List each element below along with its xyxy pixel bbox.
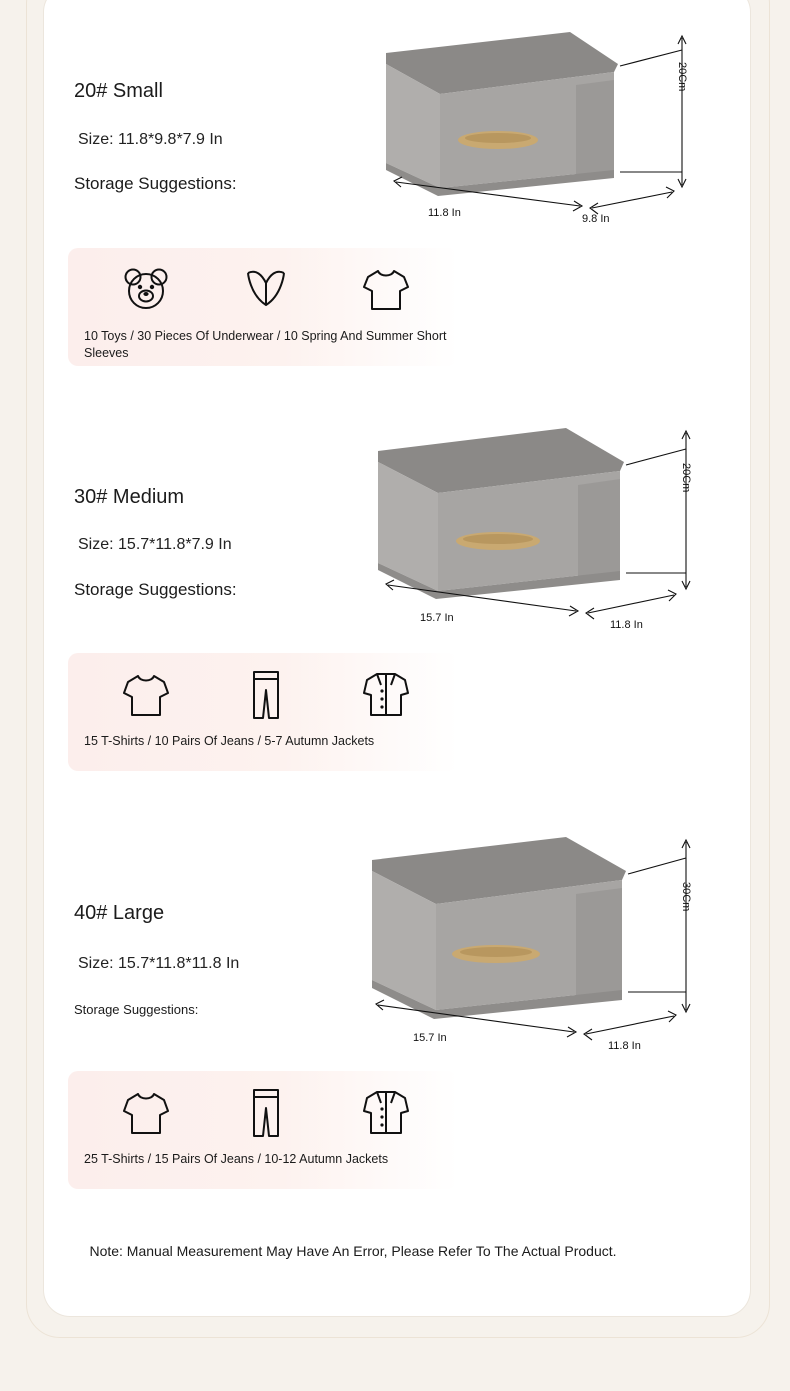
dim-height-large: 30Cm [680, 882, 692, 912]
dim-width-small: 11.8 In [428, 207, 461, 219]
dim-width-medium: 15.7 In [420, 612, 454, 624]
box-svg-medium [370, 415, 700, 645]
tshirt-icon [86, 1081, 206, 1145]
product-title-medium: 30# Medium [74, 486, 185, 508]
dim-height-small: 20Cm [676, 62, 688, 92]
dim-height-medium: 20Cm [680, 463, 692, 493]
dim-depth-medium: 11.8 In [610, 619, 643, 631]
box-svg-small [380, 20, 700, 230]
box-illustration-medium [370, 415, 700, 645]
dim-depth-large: 11.8 In [608, 1040, 641, 1052]
measurement-note: Note: Manual Measurement May Have An Error, Please Refer To The Actual Product. [89, 1243, 617, 1259]
jeans-icon [206, 663, 326, 727]
tshirt-icon [86, 663, 206, 727]
product-title-large: 40# Large [74, 902, 165, 924]
icon-row-small [86, 258, 446, 322]
storage-suggestions-label-large: Storage Suggestions: [74, 1002, 199, 1017]
jacket-icon [326, 663, 446, 727]
suggestion-caption-large: 25 T-Shirts / 15 Pairs Of Jeans / 10-12 Autumn Jackets [84, 1152, 389, 1166]
dim-width-large: 15.7 In [413, 1032, 447, 1044]
icon-row-medium [86, 663, 446, 727]
storage-suggestions-label-small: Storage Suggestions: [74, 174, 237, 193]
suggestion-caption-medium: 15 T-Shirts / 10 Pairs Of Jeans / 5-7 Autumn Jackets [84, 734, 375, 748]
product-size-medium: Size: 15.7*11.8*7.9 In [78, 536, 232, 553]
icon-row-large [86, 1081, 446, 1145]
product-title-small: 20# Small [74, 80, 163, 102]
storage-suggestions-label-medium: Storage Suggestions: [74, 580, 237, 599]
product-size-small: Size: 11.8*9.8*7.9 In [78, 131, 223, 148]
suggestion-panel-small [68, 248, 458, 366]
suggestion-caption-small: 10 Toys / 30 Pieces Of Underwear / 10 Spring And Summer Short Sleeves [84, 329, 447, 360]
product-size-large: Size: 15.7*11.8*11.8 In [78, 955, 240, 972]
tshirt-icon [326, 258, 446, 322]
box-illustration-large [360, 820, 700, 1070]
underwear-icon [206, 258, 326, 322]
suggestion-panel-medium [68, 653, 458, 771]
jacket-icon [326, 1081, 446, 1145]
suggestion-panel-large [68, 1071, 458, 1189]
box-svg-large [360, 820, 700, 1070]
box-illustration-small [380, 20, 700, 230]
jeans-icon [206, 1081, 326, 1145]
bear-toy-icon [86, 258, 206, 322]
dim-depth-small: 9.8 In [582, 213, 610, 225]
